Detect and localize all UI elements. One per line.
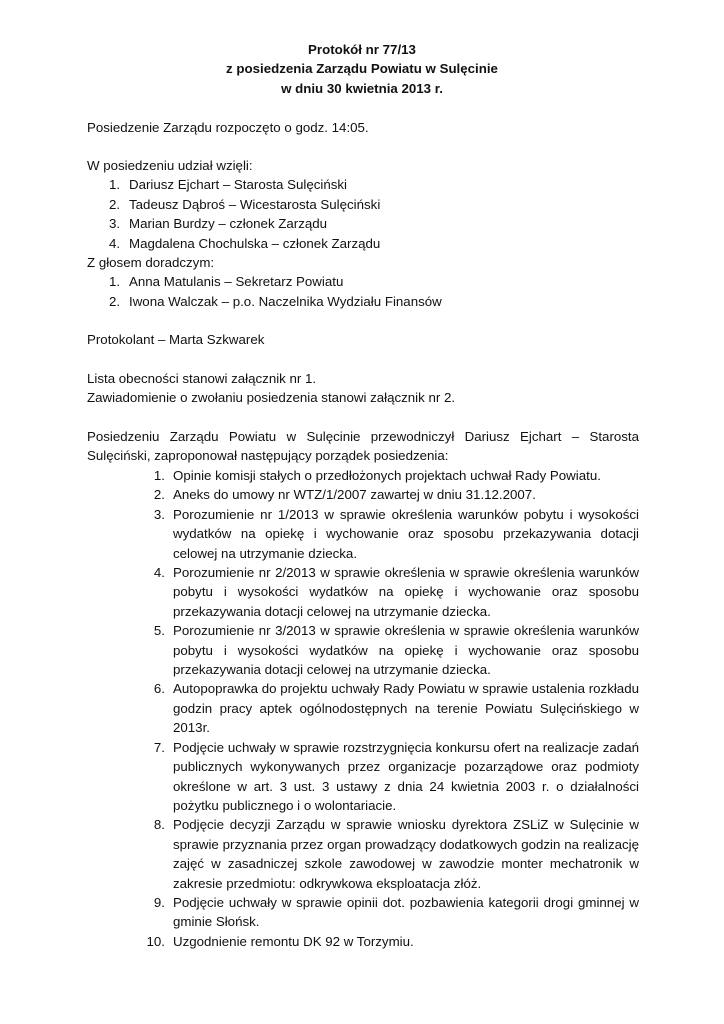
agenda-text: Opinie komisji stałych o przedłożonych projektach uchwał Rady Powiatu. xyxy=(173,468,601,483)
agenda-number: 5. xyxy=(153,623,165,639)
agenda-item xyxy=(87,563,639,621)
notice-note: Zawiadomienie o zwołaniu posiedzenia stanowi załącznik nr 2. xyxy=(87,390,456,406)
protocol-title: Protokół nr 77/13 xyxy=(308,42,416,57)
attendees-section xyxy=(87,156,639,311)
agenda-item xyxy=(87,815,639,893)
agenda-number: 3. xyxy=(153,506,165,522)
agenda-number: 6. xyxy=(153,681,165,697)
agenda-number: 9. xyxy=(153,894,165,910)
agenda-text: Porozumienie nr 3/2013 w sprawie określenia w sprawie określenia warunków pobytu i wysokości wydatków na opiekę i wychowanie oraz sposobu przekazywania dotacji celowej na utrzymanie dziecka. xyxy=(173,623,639,678)
list-item xyxy=(87,195,639,214)
agenda-text: Uzgodnienie remontu DK 92 w Torzymiu. xyxy=(173,933,414,949)
list-text: Tadeusz Dąbroś – Wicestarosta Sulęciński xyxy=(129,196,381,212)
agenda-number: 2. xyxy=(153,487,165,503)
protocol-subtitle: z posiedzenia Zarządu Powiatu w Sulęcinie xyxy=(226,61,498,77)
list-number: 3. xyxy=(109,216,121,232)
agenda-text: Podjęcie decyzji Zarządu w sprawie wniosku dyrektora ZSLiZ w Sulęcinie w sprawie przyznania przez organ prowadzący dodatkowych godzin na realizację zajęć w zasadniczej szkole zawodowej w zawodzie monter mechatronik w zakresie przedmiotu: odkrywkowa eksploatacja złóż. xyxy=(173,817,639,891)
list-text: Anna Matulanis – Sekretarz Powiatu xyxy=(129,274,344,290)
recorder-line: Protokolant – Marta Szkwarek xyxy=(87,332,265,347)
list-number: 2. xyxy=(109,196,121,212)
list-text: Dariusz Ejchart – Starosta Sulęciński xyxy=(129,177,348,193)
agenda-number: 7. xyxy=(153,739,165,755)
list-item xyxy=(87,272,639,291)
list-number: 2. xyxy=(109,293,121,309)
attendees-list xyxy=(87,175,639,253)
agenda-number: 4. xyxy=(153,565,165,581)
agenda-number: 10. xyxy=(146,933,165,949)
chair-paragraph: Posiedzeniu Zarządu Powiatu w Sulęcinie przewodniczył Dariusz Ejchart – Starosta Sulęciński, zaproponował następujący porządek posiedzenia: xyxy=(87,429,639,464)
agenda-item xyxy=(87,621,639,679)
agenda-number: 8. xyxy=(153,817,165,833)
agenda-item xyxy=(87,738,639,816)
agenda-number: 1. xyxy=(153,468,165,483)
agenda-text: Aneks do umowy nr WTZ/1/2007 zawartej w dniu 31.12.2007. xyxy=(173,487,536,503)
attendance-list-note: Lista obecności stanowi załącznik nr 1. xyxy=(87,371,317,386)
agenda-item xyxy=(87,893,639,932)
list-text: Magdalena Chochulska – członek Zarządu xyxy=(129,235,381,251)
attendance-section xyxy=(87,369,639,408)
agenda-item xyxy=(87,466,639,485)
list-text: Marian Burdzy – członek Zarządu xyxy=(129,216,328,232)
attendees-intro: W posiedzeniu udział wzięli: xyxy=(87,158,253,173)
advisory-intro: Z głosem doradczym: xyxy=(87,255,215,271)
list-item xyxy=(87,214,639,233)
opening-line: Posiedzenie Zarządu rozpoczęto o godz. 14:05. xyxy=(87,120,369,135)
list-item xyxy=(87,175,639,194)
agenda-text: Podjęcie uchwały w sprawie rozstrzygnięcia konkursu ofert na realizacje zadań publicznych wykonywanych przez organizacje pozarządowe oraz podmioty określone w art. 3 ust. 3 ustawy z dnia 24 kwietnia 2003 r. o działalności pożytku publicznego i o wolontariacie. xyxy=(173,739,639,813)
list-item xyxy=(87,234,639,253)
list-number: 4. xyxy=(109,235,121,251)
agenda-item xyxy=(87,485,639,504)
list-number: 1. xyxy=(109,274,121,290)
agenda-text: Porozumienie nr 1/2013 w sprawie określenia warunków pobytu i wysokości wydatków na opiekę i wychowanie oraz sposobu przekazywania dotacji celowej na utrzymanie dziecka. xyxy=(173,506,639,561)
agenda-item xyxy=(87,679,639,737)
list-number: 1. xyxy=(109,177,121,193)
advisory-list xyxy=(87,272,639,311)
agenda-text: Podjęcie uchwały w sprawie opinii dot. pozbawienia kategorii drogi gminnej w gminie Słońsk. xyxy=(173,894,639,930)
document-header xyxy=(0,40,724,98)
list-text: Iwona Walczak – p.o. Naczelnika Wydziału Finansów xyxy=(129,293,442,309)
agenda-text: Autopoprawka do projektu uchwały Rady Powiatu w sprawie ustalenia rozkładu godzin pracy aptek ogólnodostępnych na terenie Powiatu Sulęcińskiego w 2013r. xyxy=(173,681,639,736)
agenda-list xyxy=(87,466,639,951)
protocol-date: w dniu 30 kwietnia 2013 r. xyxy=(281,80,443,96)
agenda-item xyxy=(87,932,639,951)
agenda-text: Porozumienie nr 2/2013 w sprawie określenia w sprawie określenia warunków pobytu i wysokości wydatków na opiekę i wychowanie oraz sposobu przekazywania dotacji celowej na utrzymanie dziecka. xyxy=(173,565,639,619)
agenda-item xyxy=(87,505,639,563)
list-item xyxy=(87,292,639,311)
